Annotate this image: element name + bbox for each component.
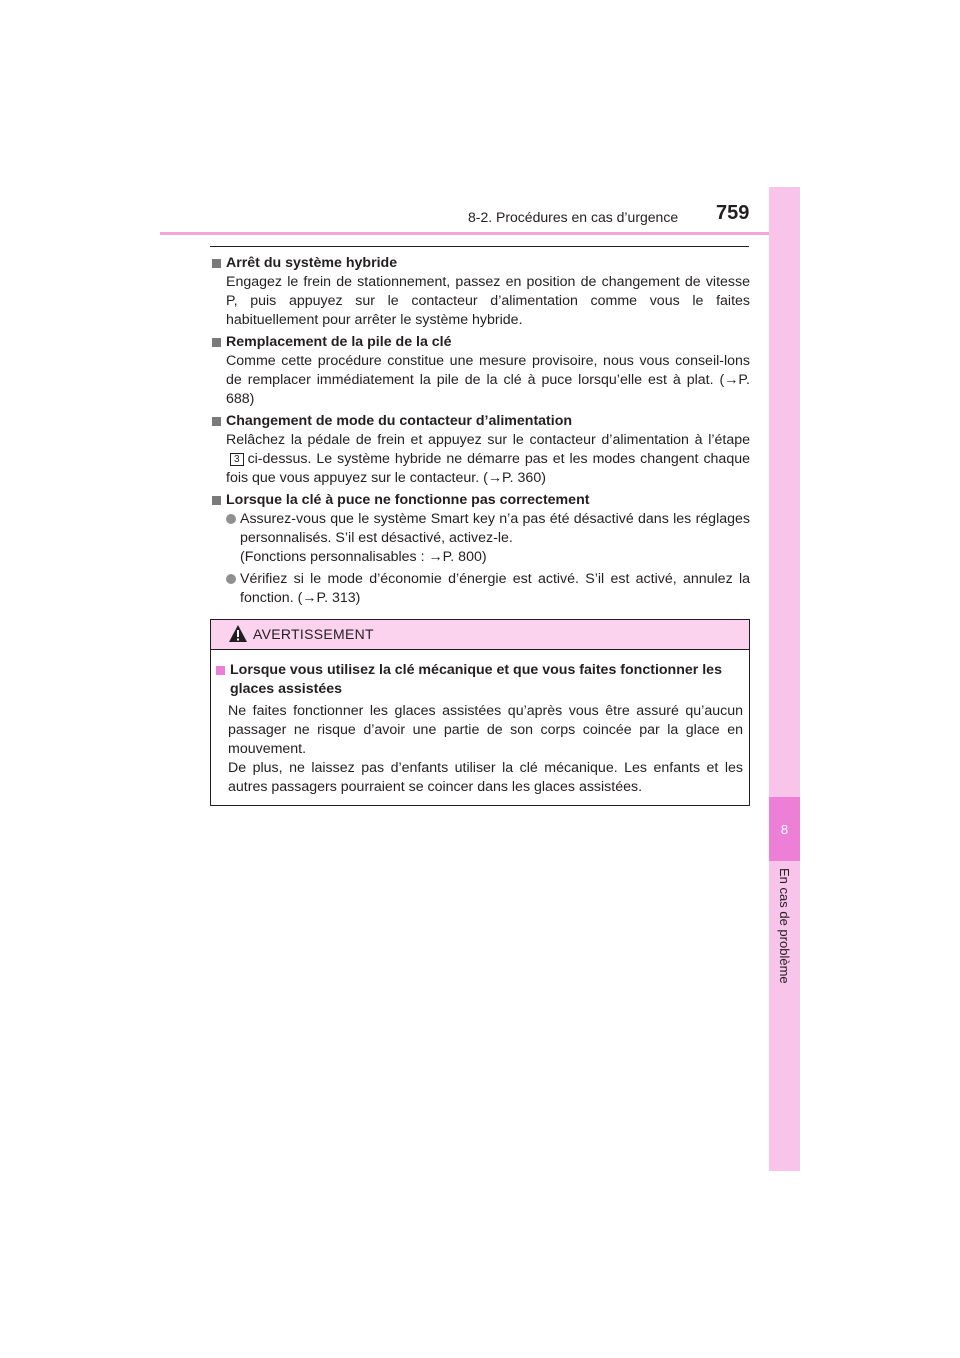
section-battery-replacement: [210, 333, 750, 409]
content-top-rule: [210, 246, 749, 247]
header-section-title: 8-2. Procédures en cas d’urgence: [468, 209, 679, 225]
text-before-step: Relâchez la pédale de frein et appuyez sur le contacteur d’alimentation à l’étape: [226, 432, 750, 448]
bullet-list: [226, 510, 750, 608]
warning-box: [210, 619, 750, 806]
warning-triangle-icon: [228, 624, 248, 643]
square-bullet-icon: [212, 338, 221, 347]
header-divider: [160, 232, 800, 235]
section-text: Comme cette procédure constitue une mesure provisoire, nous vous conseil-lons de remplacer immédiatement la pile de la clé à puce lorsqu’elle est à plat. (→P. 688): [226, 353, 750, 407]
main-content: [210, 254, 750, 611]
warning-heading: [216, 661, 743, 699]
square-bullet-icon: [212, 417, 221, 426]
section-body: [226, 273, 750, 330]
pink-square-bullet-icon: [216, 666, 225, 675]
warning-label: AVERTISSEMENT: [253, 626, 374, 642]
warning-content: [216, 661, 743, 797]
section-body: [226, 431, 750, 488]
square-bullet-icon: [212, 259, 221, 268]
section-power-mode-change: [210, 412, 750, 488]
section-heading: [210, 333, 750, 352]
step-number-badge: 3: [230, 453, 244, 466]
warning-paragraph: Ne faites fonctionner les glaces assistées qu’après vous être assuré qu’aucun passager ne risque d’avoir une partie de son corps coincée par la glace en mouvement.: [228, 703, 743, 757]
chapter-number: 8: [780, 822, 789, 837]
section-text: Engagez le frein de stationnement, passez en position de changement de vitesse P, puis appuyez sur le contacteur d’alimentation comme vous le faites habituellement pour arrêter le système hybride.: [226, 274, 750, 328]
list-item: [226, 510, 750, 567]
square-bullet-icon: [212, 496, 221, 505]
section-body: [226, 352, 750, 409]
section-heading: [210, 254, 750, 273]
bullet-subtext: (Fonctions personnalisables : →P. 800): [240, 549, 487, 565]
warning-body: [228, 702, 743, 797]
section-smart-key-issue: [210, 491, 750, 608]
circle-bullet-icon: [226, 514, 236, 524]
section-heading: [210, 412, 750, 431]
text-after-step: ci-dessus. Le système hybride ne démarre pas et les modes changent chaque fois que vous appuyez sur le contacteur. (→P. 360): [226, 451, 750, 486]
chapter-title: En cas de problème: [777, 868, 792, 984]
warning-title: Lorsque vous utilisez la clé mécanique et que vous faites fonctionner les glaces assistées: [230, 662, 722, 697]
section-title: Remplacement de la pile de la clé: [226, 334, 452, 350]
circle-bullet-icon: [226, 574, 236, 584]
chapter-side-tab: [769, 187, 800, 1171]
section-text: [226, 431, 750, 488]
bullet-text: Vérifiez si le mode d’économie d’énergie est activé. S’il est activé, annulez la fonction. (→P. 313): [240, 571, 750, 606]
section-heading: [210, 491, 750, 510]
warning-paragraph: De plus, ne laissez pas d’enfants utiliser la clé mécanique. Les enfants et les autres passagers pourraient se coincer dans les glaces assistées.: [228, 760, 743, 795]
section-title: Changement de mode du contacteur d’alimentation: [226, 413, 573, 429]
list-item: [226, 570, 750, 608]
section-hybrid-stop: [210, 254, 750, 330]
section-title: Arrêt du système hybride: [226, 255, 398, 271]
bullet-text: Assurez-vous que le système Smart key n’a pas été désactivé dans les réglages personnalisés. S’il est désactivé, activez-le.: [240, 511, 750, 546]
page-number: 759: [716, 202, 750, 224]
chapter-title-wrap: [769, 868, 800, 1008]
warning-header: [211, 620, 749, 650]
section-title: Lorsque la clé à puce ne fonctionne pas correctement: [226, 492, 590, 508]
